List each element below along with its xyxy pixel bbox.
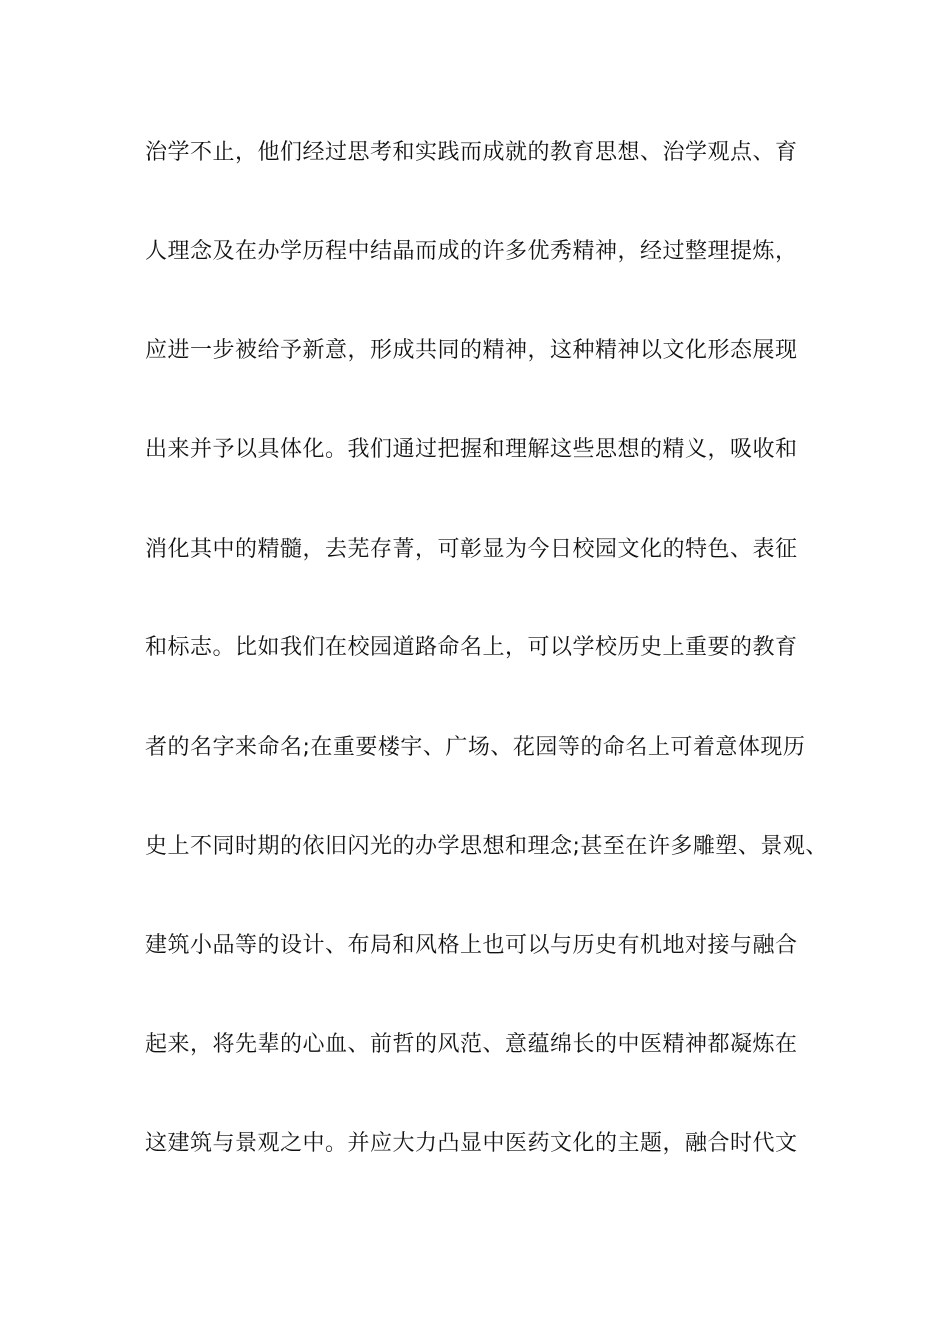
text-line: 治学不止，他们经过思考和实践而成就的教育思想、治学观点、育 — [145, 140, 798, 165]
text-line: 这建筑与景观之中。并应大力凸显中医药文化的主题，融合时代文 — [145, 1131, 798, 1156]
text-line: 者的名字来命名;在重要楼宇、广场、花园等的命名上可着意体现历 — [145, 735, 806, 760]
text-line: 应进一步被给予新意，形成共同的精神，这种精神以文化形态展现 — [145, 338, 798, 363]
text-line: 建筑小品等的设计、布局和风格上也可以与历史有机地对接与融合 — [145, 933, 798, 958]
text-line: 人理念及在办学历程中结晶而成的许多优秀精神，经过整理提炼， — [145, 239, 798, 264]
text-line: 消化其中的精髓，去芜存菁，可彰显为今日校园文化的特色、表征 — [145, 537, 798, 562]
text-line: 史上不同时期的依旧闪光的办学思想和理念;甚至在许多雕塑、景观、 — [145, 834, 828, 859]
text-line: 起来，将先辈的心血、前哲的风范、意蕴绵长的中医精神都凝炼在 — [145, 1032, 798, 1057]
text-line: 和标志。比如我们在校园道路命名上，可以学校历史上重要的教育 — [145, 635, 798, 660]
text-line: 出来并予以具体化。我们通过把握和理解这些思想的精义，吸收和 — [145, 437, 798, 462]
